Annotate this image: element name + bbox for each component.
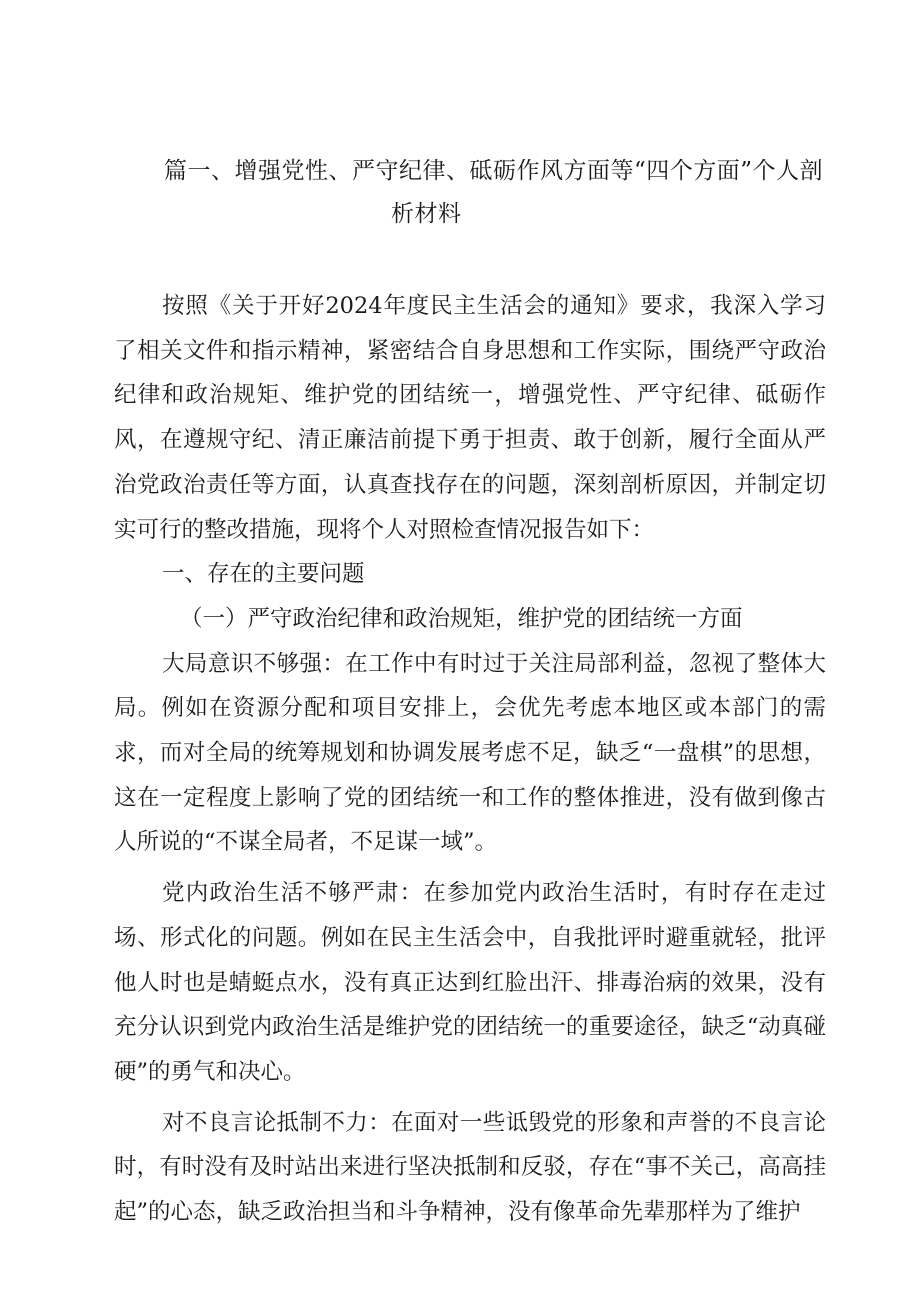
title-line-2: 析材料 (391, 201, 462, 227)
title-line-1: 篇一、增强党性、严守纪律、砥砺作风方面等“四个方面”个人剖 (164, 158, 824, 184)
paragraph-overall-awareness: 大局意识不够强：在工作中有时过于关注局部利益，忽视了整体大局。例如在资源分配和项目安排上，会优先考虑本地区或本部门的需求，而对全局的统筹规划和协调发展考虑不足，缺乏“一盘棋”的思想，这在一定程度上影响了党的团结统一和工作的整体推进，没有做到像古人所说的“不谋全局者，不足谋一域”。 (114, 650, 826, 856)
paragraph-improper-remarks: 对不良言论抵制不力：在面对一些诋毁党的形象和声誉的不良言论时，有时没有及时站出来进行坚决抵制和反驳，存在“事不关己，高高挂起”的心态，缺乏政治担当和斗争精神，没有像革命先辈那样为了维护 (114, 1109, 826, 1226)
intro-paragraph: 按照《关于开好2024年度民主生活会的通知》要求，我深入学习了相关文件和指示精神，紧密结合自身思想和工作实际，围绕严守政治纪律和政治规矩、维护党的团结统一，增强党性、严守纪律、砥砺作风，在遵规守纪、清正廉洁前提下勇于担责、敢于创新，履行全面从严治党政治责任等方面，认真查找存在的问题，深刻剖析原因，并制定切实可行的整改措施，现将个人对照检查情况报告如下： (114, 293, 826, 543)
document-title (150, 150, 850, 236)
section-heading: 一、存在的主要问题 (162, 561, 365, 588)
paragraph-political-life: 党内政治生活不够严肃：在参加党内政治生活时，有时存在走过场、形式化的问题。例如在民主生活会中，自我批评时避重就轻，批评他人时也是蜻蜓点水，没有真正达到红脸出汗、排毒治病的效果，没有充分认识到党内政治生活是维护党的团结统一的重要途径，缺乏“动真碰硬”的勇气和决心。 (114, 880, 826, 1085)
subsection-heading: （一）严守政治纪律和政治规矩，维护党的团结统一方面 (180, 605, 743, 632)
document-body (114, 284, 826, 1235)
